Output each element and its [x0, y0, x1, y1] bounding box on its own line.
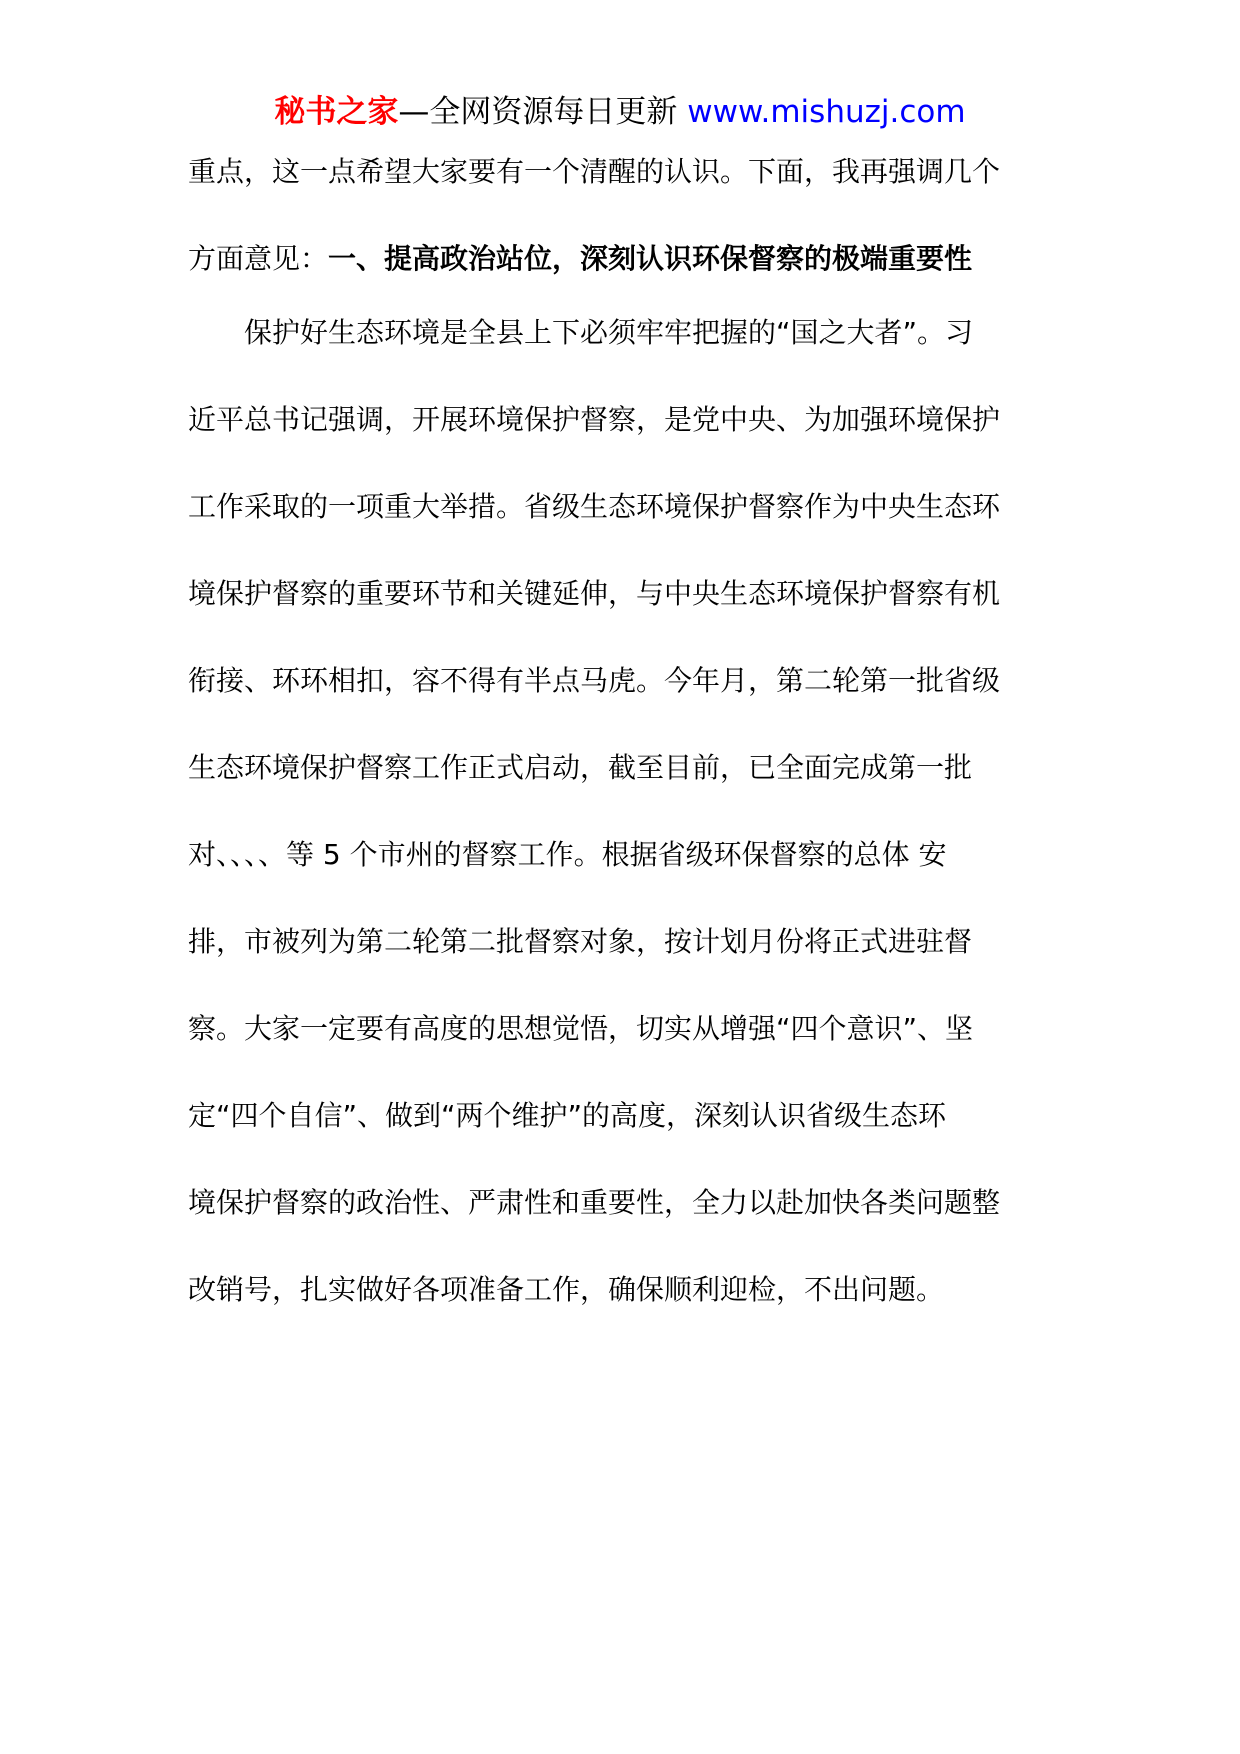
- site-header: [0, 92, 1240, 132]
- text-line: 近平总书记强调，开展环境保护督察，是党中央、为加强环境保护: [188, 403, 1001, 436]
- section-lead-in: 方面意见：: [188, 242, 329, 275]
- text-line: 境保护督察的重要环节和关键延伸，与中央生态环境保护督察有机: [188, 577, 1001, 610]
- text-line: 察。大家一定要有高度的思想觉悟，切实从增强“四个意识”、坚: [188, 1012, 974, 1045]
- text-line: 排，市被列为第二轮第二批督察对象，按计划月份将正式进驻督: [188, 925, 973, 958]
- text-line: 衔接、环环相扣，容不得有半点马虎。今年月，第二轮第一批省级: [188, 664, 1001, 697]
- paragraph-first-line: 保护好生态环境是全县上下必须牢牢把握的“国之大者”。习: [244, 316, 974, 349]
- text-line: [188, 239, 1068, 279]
- text-line: 重点，这一点希望大家要有一个清醒的认识。下面，我再强调几个: [188, 155, 1001, 188]
- text-line: 对、、、、等 5 个市州的督察工作。根据省级环保督察的总体 安: [188, 838, 947, 871]
- section-heading: 一、提高政治站位，深刻认识环保督察的极端重要性: [328, 242, 973, 275]
- text-line: 工作采取的一项重大举措。省级生态环境保护督察作为中央生态环: [188, 490, 1001, 523]
- text-line: 生态环境保护督察工作正式启动，截至目前，已全面完成第一批: [188, 751, 973, 784]
- site-tagline: —全网资源每日更新: [398, 94, 688, 130]
- site-url-link[interactable]: www.mishuzj.com: [687, 94, 966, 130]
- site-brand: 秘书之家: [274, 94, 399, 130]
- text-line: 境保护督察的政治性、严肃性和重要性，全力以赴加快各类问题整: [188, 1186, 1001, 1219]
- text-line: 改销号，扎实做好各项准备工作，确保顺利迎检，不出问题。: [188, 1273, 945, 1306]
- text-line: 定“四个自信”、做到“两个维护”的高度，深刻认识省级生态环: [188, 1099, 947, 1132]
